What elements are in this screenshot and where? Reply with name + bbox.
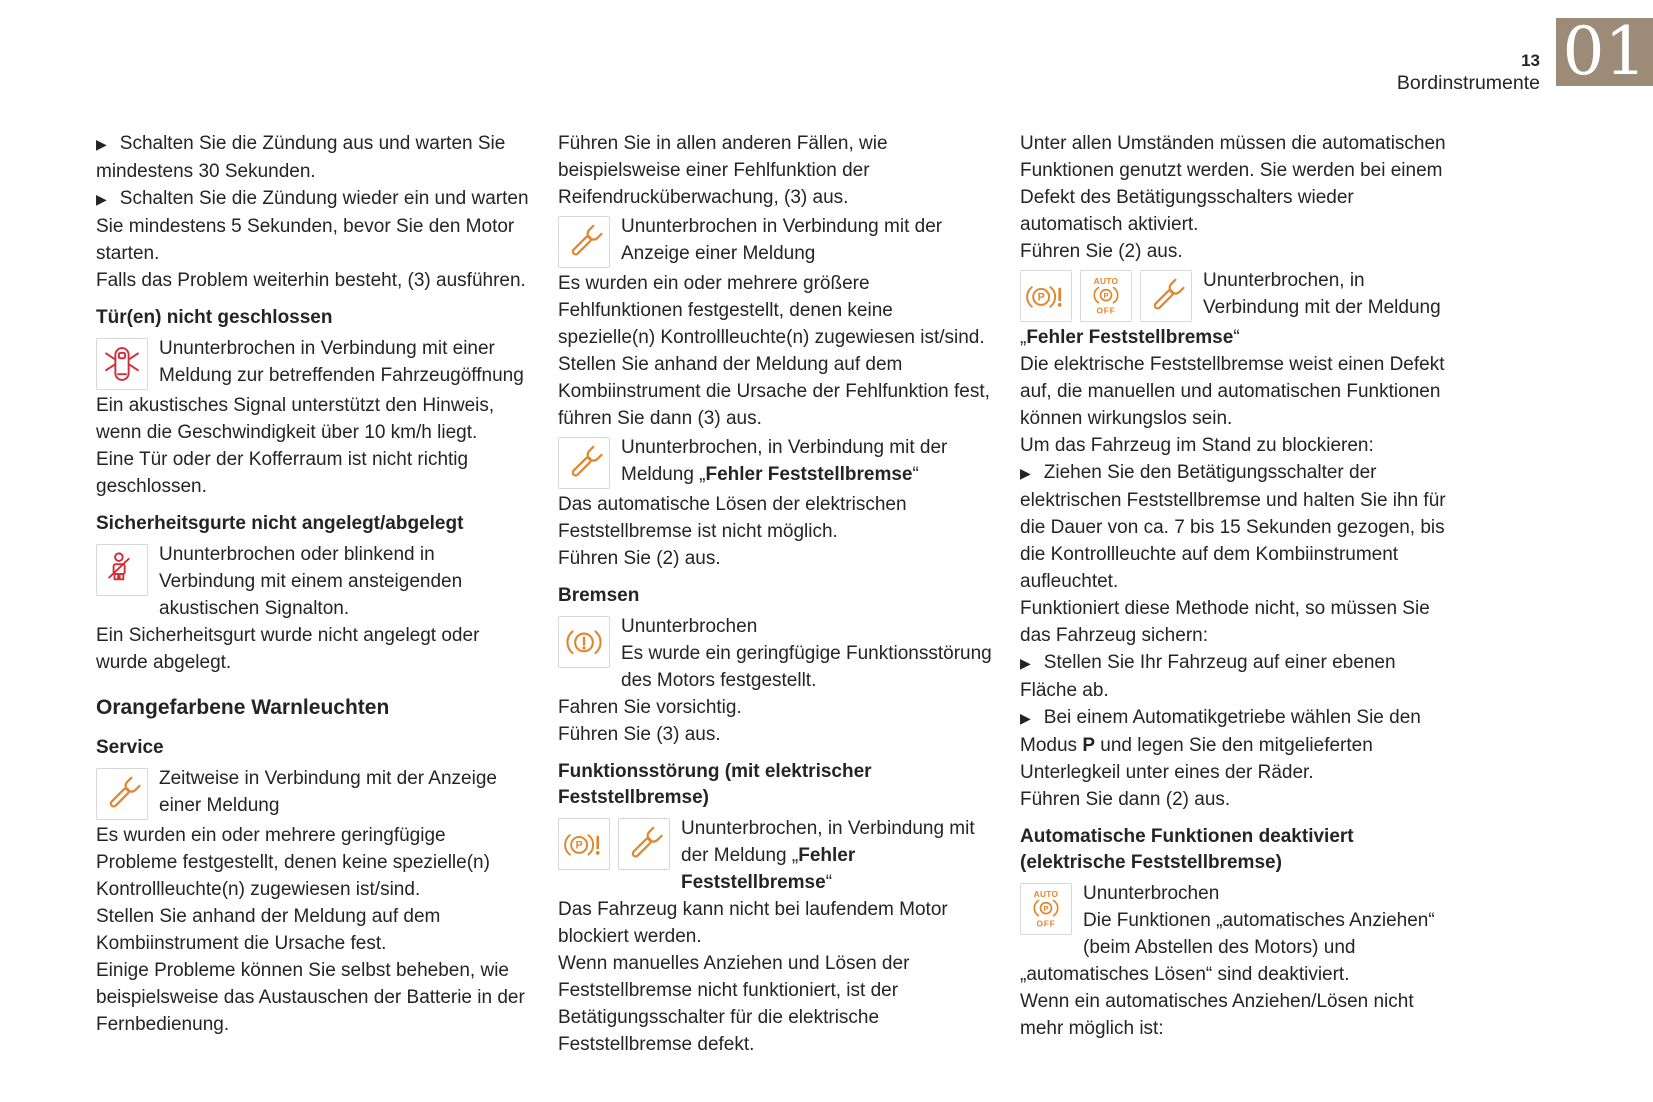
page-header <box>1397 50 1540 95</box>
parking-brake-fault-icon <box>1020 270 1072 322</box>
paragraph: Stellen Sie anhand der Meldung auf dem Kombiinstrument die Ursache der Fehlfunktion fest, führen Sie dann (3) aus. <box>558 354 990 429</box>
instruction-paragraph <box>96 130 532 185</box>
heading-seatbelts: Sicherheitsgurte nicht angelegt/abgelegt <box>96 513 464 534</box>
paragraph: Einige Probleme können Sie selbst beheben, wie beispielsweise das Austauschen der Batterie in der Fernbedienung. <box>96 960 525 1035</box>
paragraph: Die elektrische Feststellbremse weist einen Defekt auf, die manuellen und automatischen Funktionen können wirkungslos sein. <box>1020 354 1445 429</box>
paragraph: Funktioniert diese Methode nicht, so müssen Sie das Fahrzeug sichern: <box>1020 598 1430 646</box>
off-label: OFF <box>1036 918 1056 929</box>
text-run: Schalten Sie die Zündung wieder ein und warten Sie mindestens 5 Sekunden, bevor Sie den Motor starten. <box>96 188 529 264</box>
page-number: 13 <box>1521 51 1540 70</box>
paragraph: Das Fahrzeug kann nicht bei laufendem Motor blockiert werden. <box>558 899 948 947</box>
seatbelt-warning-icon <box>96 544 148 596</box>
heading-brakes: Bremsen <box>558 585 640 606</box>
service-wrench-icon <box>558 437 610 489</box>
warning-light-text <box>558 434 994 488</box>
warning-light-text: Ununterbrochen, in Verbindung mit der Meldung <box>1203 270 1441 318</box>
auto-parking-brake-off-icon <box>1020 883 1072 935</box>
page-content <box>96 130 1456 1058</box>
text-run: Bei einem Automatikgetriebe wählen Sie den Modus <box>1020 707 1421 756</box>
service-wrench-icon <box>96 768 148 820</box>
paragraph: Es wurden ein oder mehrere geringfügige Probleme festgestellt, denen keine spezielle(n) Kontrollleuchte(n) zugewiesen ist/sind. <box>96 825 490 900</box>
section-title: Bordinstrumente <box>1396 72 1540 94</box>
text-run: Ununterbrochen <box>621 616 758 637</box>
paragraph: Eine Tür oder der Kofferraum ist nicht richtig geschlossen. <box>96 449 469 497</box>
p-letter: P <box>575 839 583 852</box>
paragraph: Stellen Sie anhand der Meldung auf dem Kombiinstrument die Ursache fest. <box>96 906 441 954</box>
warning-light-block <box>96 335 532 392</box>
paragraph: Falls das Problem weiterhin besteht, (3) ausführen. <box>96 270 526 291</box>
warning-light-text: Zeitweise in Verbindung mit der Anzeige einer Meldung <box>159 768 497 816</box>
text-run: Stellen Sie Ihr Fahrzeug auf einer ebenen Fläche ab. <box>1020 652 1396 701</box>
paragraph: Führen Sie dann (2) aus. <box>1020 789 1231 810</box>
column-1 <box>96 130 532 1058</box>
service-wrench-icon <box>558 216 610 268</box>
warning-light-block <box>558 815 994 896</box>
warning-light-block <box>558 434 994 491</box>
text-run: Es wurde ein geringfügige Funktionsstörung des Motors festgestellt. <box>621 643 992 691</box>
warning-light-block <box>96 541 532 622</box>
paragraph: Führen Sie (3) aus. <box>558 724 721 745</box>
instruction-paragraph <box>1020 704 1456 786</box>
warning-light-text <box>1020 880 1456 988</box>
p-letter: P <box>1037 291 1045 304</box>
heading-service: Service <box>96 737 164 758</box>
message-line <box>1020 324 1456 351</box>
instruction-paragraph <box>1020 459 1456 595</box>
text-run: “ <box>912 464 919 485</box>
text-run: Ziehen Sie den Betätigungsschalter der elektrischen Feststellbremse und halten Sie ihn für die Dauer von ca. 7 bis 15 Sekunden gezogen, bis die Kontrollleuchte auf dem Kombiinstrument aufleuchtet. <box>1020 462 1446 592</box>
brake-warning-icon <box>558 616 610 668</box>
text-run: Ununterbrochen, in Verbindung mit der Meldung „ <box>681 818 975 866</box>
section-heading-orange-warnings: Orangefarbene Warnleuchten <box>96 696 390 719</box>
service-wrench-icon <box>1140 270 1192 322</box>
warning-light-block <box>558 213 994 270</box>
text-run: „ <box>1020 327 1027 348</box>
service-wrench-icon <box>618 818 670 870</box>
auto-parking-brake-off-icon <box>1080 270 1132 322</box>
warning-light-text: Ununterbrochen in Verbindung mit der Anzeige einer Meldung <box>621 216 943 264</box>
paragraph: Es wurden ein oder mehrere größere Fehlfunktionen festgestellt, denen keine spezielle(n) Kontrollleuchte(n) zugewiesen ist/sind. <box>558 273 985 348</box>
bullet-triangle-icon: ▶ <box>96 136 107 152</box>
paragraph: Führen Sie (2) aus. <box>558 548 721 569</box>
warning-light-block <box>1020 880 1456 988</box>
paragraph: Führen Sie in allen anderen Fällen, wie beispielsweise einer Fehlfunktion der Reifendrucküberwachung, (3) aus. <box>558 133 888 208</box>
chapter-tab <box>1556 13 1653 90</box>
warning-light-text <box>558 613 994 694</box>
column-2 <box>558 130 994 1058</box>
bullet-triangle-icon: ▶ <box>1020 465 1031 481</box>
warning-light-text: Ununterbrochen in Verbindung mit einer Meldung zur betreffenden Fahrzeugöffnung <box>159 338 524 386</box>
auto-label: AUTO <box>1093 276 1119 287</box>
p-letter: P <box>1103 291 1109 301</box>
paragraph: Wenn manuelles Anziehen und Lösen der Feststellbremse nicht funktioniert, ist der Betätigungsschalter für die elektrische Feststellbremse defekt. <box>558 953 910 1055</box>
off-label: OFF <box>1096 305 1116 316</box>
heading-malfunction-parking-brake: Funktionsstörung (mit elektrischer Feststellbremse) <box>558 761 872 808</box>
text-run: “ <box>1233 327 1240 348</box>
instruction-paragraph <box>1020 649 1456 704</box>
bullet-triangle-icon: ▶ <box>1020 655 1031 671</box>
column-3 <box>1020 130 1456 1058</box>
paragraph: Ein Sicherheitsgurt wurde nicht angelegt oder wurde abgelegt. <box>96 625 480 673</box>
chapter-number: 01 <box>1562 13 1647 90</box>
paragraph: Unter allen Umständen müssen die automatischen Funktionen genutzt werden. Sie werden bei einem Defekt des Betätigungsschalters wieder automatisch aktiviert. <box>1020 133 1446 235</box>
warning-light-text: Ununterbrochen oder blinkend in Verbindung mit einem ansteigenden akustischen Signalton. <box>159 544 463 619</box>
message-name: Fehler Feststellbremse <box>681 845 856 893</box>
text-run: Schalten Sie die Zündung aus und warten Sie mindestens 30 Sekunden. <box>96 133 506 182</box>
door-open-warning-icon <box>96 338 148 390</box>
text-run: Die Funktionen „automatisches Anziehen“ (beim Abstellen des Motors) und „automatisches Lösen“ sind deaktiviert. <box>1020 910 1435 985</box>
message-name: Fehler Feststellbremse <box>1026 327 1234 348</box>
warning-light-block <box>558 613 994 694</box>
p-letter: P <box>1043 904 1049 914</box>
message-name: Fehler Feststellbremse <box>705 464 913 485</box>
text-run: und legen Sie den mitgelieferten Unterlegkeil unter eines der Räder. <box>1020 735 1373 783</box>
paragraph: Führen Sie (2) aus. <box>1020 241 1183 262</box>
paragraph: Um das Fahrzeug im Stand zu blockieren: <box>1020 435 1374 456</box>
warning-light-block <box>1020 267 1456 351</box>
parking-brake-fault-icon <box>558 818 610 870</box>
heading-doors-not-closed: Tür(en) nicht geschlossen <box>96 307 333 328</box>
instruction-paragraph <box>96 185 532 267</box>
paragraph: Ein akustisches Signal unterstützt den Hinweis, wenn die Geschwindigkeit über 10 km/h liegt. <box>96 395 495 443</box>
bullet-triangle-icon: ▶ <box>1020 710 1031 726</box>
paragraph: Fahren Sie vorsichtig. <box>558 697 742 718</box>
heading-auto-functions-deactivated: Automatische Funktionen deaktiviert (elektrische Feststellbremse) <box>1020 826 1354 873</box>
paragraph: Das automatische Lösen der elektrischen Feststellbremse ist nicht möglich. <box>558 494 907 542</box>
bullet-triangle-icon: ▶ <box>96 191 107 207</box>
text-run: Ununterbrochen <box>1083 883 1220 904</box>
gear-mode-letter: P <box>1082 735 1095 756</box>
paragraph: Wenn ein automatisches Anziehen/Lösen nicht mehr möglich ist: <box>1020 991 1414 1039</box>
text-run: Ununterbrochen, in Verbindung mit der Meldung „ <box>621 437 948 485</box>
auto-label: AUTO <box>1033 889 1059 900</box>
text-run: “ <box>825 872 833 893</box>
warning-light-block <box>96 765 532 822</box>
